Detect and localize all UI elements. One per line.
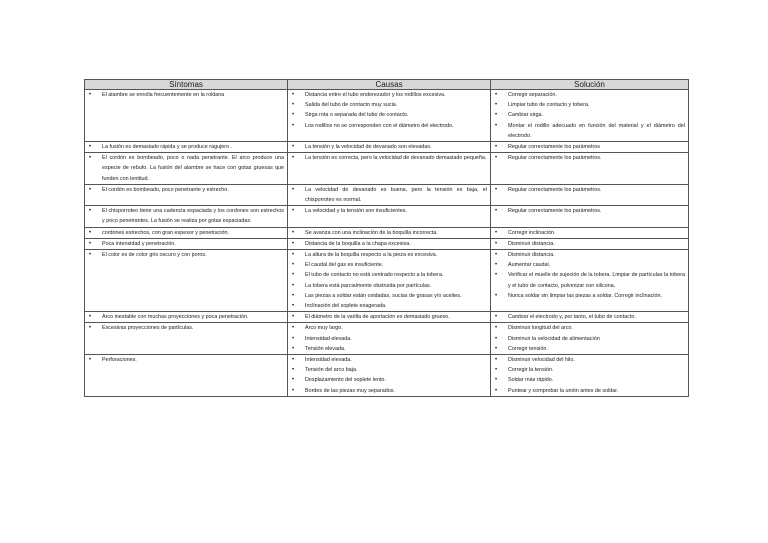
symptoms-cell [85, 153, 288, 185]
solution-list [491, 142, 685, 152]
solution-cell [491, 184, 689, 205]
list-item: • Verificar el muelle de sujeción de la tobera. Limpiar de partículas la tobera y el tubo de contacto, pulverizar con silicona. [491, 270, 685, 290]
list-item: • Montar el rodillo adecuado en función del material y el diámetro del electrodo. [491, 121, 685, 141]
list-item: • La velocidad de devanado es buena, pero la tensión es baja, el chisporroteo es normal. [288, 185, 487, 205]
table-body [85, 90, 689, 397]
causes-list [288, 312, 487, 322]
list-item: • Disminuir velocidad del hilo. [491, 355, 685, 365]
table-row [85, 206, 689, 227]
causes-cell [288, 312, 491, 323]
troubleshooting-table [84, 79, 689, 397]
list-item: • Disminuir distancia. [491, 250, 685, 260]
causes-list [288, 90, 487, 131]
list-item: • El cordón es bombeado, poco penetrante y estrecho. [85, 185, 284, 195]
causes-cell [288, 250, 491, 312]
causes-list [288, 185, 487, 205]
header-solution: Solución [491, 80, 689, 90]
list-item: • Cambiar sirga. [491, 110, 685, 120]
list-item: • La tensión y la velocidad de devanado son elevadas. [288, 142, 487, 152]
list-item: • Regular correctamente los parámetros [491, 142, 685, 152]
solution-list [491, 239, 685, 249]
causes-list [288, 355, 487, 396]
solution-list [491, 185, 685, 195]
solution-list [491, 323, 685, 354]
symptoms-cell [85, 90, 288, 142]
list-item: • Corregir separación. [491, 90, 685, 100]
symptoms-list [85, 90, 284, 100]
causes-cell [288, 323, 491, 355]
symptoms-list [85, 355, 284, 365]
causes-cell [288, 90, 491, 142]
list-item: • Disminuir la velocidad de alimentación [491, 334, 685, 344]
causes-list [288, 250, 487, 311]
list-item: • Salida del tubo de contacto muy sucia. [288, 100, 487, 110]
list-item: • Arco inestable con muchas proyecciones y poca penetración. [85, 312, 284, 322]
list-item: • El caudal del gas es insuficiente. [288, 260, 487, 270]
list-item: • El cordón es bombeado, poco o nada penetrante. El arco produce una especie de rebufo. La fusión del alambre se hace con gotas gruesas que funden con lentitud. [85, 153, 284, 184]
solution-list [491, 90, 685, 141]
list-item: • El tubo de contacto no está centrado respecto a la tobera. [288, 270, 487, 280]
table-row [85, 142, 689, 153]
list-item: • Arco muy largo. [288, 323, 487, 333]
causes-cell [288, 355, 491, 397]
list-item: • El diámetro de la varilla de aportación es demasiado grueso. [288, 312, 487, 322]
table-row [85, 312, 689, 323]
symptoms-list [85, 250, 284, 260]
list-item: • Perforaciones. [85, 355, 284, 365]
list-item: • Puntear y comprobar la unión antes de soldar. [491, 386, 685, 396]
symptoms-list [85, 239, 284, 249]
causes-cell [288, 206, 491, 227]
symptoms-cell [85, 250, 288, 312]
list-item: • Inclinación del soplete exagerada. [288, 301, 487, 311]
table-row [85, 184, 689, 205]
list-item: • Aumentar caudal. [491, 260, 685, 270]
solution-list [491, 312, 685, 322]
symptoms-cell [85, 206, 288, 227]
list-item: • Intensidad elevada. [288, 334, 487, 344]
solution-list [491, 355, 685, 396]
header-row [85, 80, 689, 90]
symptoms-cell [85, 238, 288, 249]
list-item: • Las piezas a soldar están oxidadas, sucias de grasas y/o aceites. [288, 291, 487, 301]
list-item: • Limpiar tubo de contacto y tobera. [491, 100, 685, 110]
list-item: • Se avanza con una inclinación de la boquilla incorrecta. [288, 228, 487, 238]
list-item: • Poca intensidad y penetración. [85, 239, 284, 249]
symptoms-list [85, 153, 284, 184]
symptoms-list [85, 206, 284, 226]
list-item: • Distancia entre el tubo enderezador y los rodillos excesiva. [288, 90, 487, 100]
list-item: • Regular correctamente los parámetros. [491, 206, 685, 216]
list-item: • Disminuir distancia. [491, 239, 685, 249]
symptoms-cell [85, 312, 288, 323]
table-row [85, 355, 689, 397]
causes-list [288, 142, 487, 152]
list-item: • El chisporroteo tiene una cadencia espaciada y los cordones son estrechos y poco penetrantes. La fusión se realiza por gotas espaciadas. [85, 206, 284, 226]
list-item: • Excesivas proyecciones de partículas. [85, 323, 284, 333]
list-item: • Intensidad elevada. [288, 355, 487, 365]
list-item: • Nunca soldar sin limpiar las piezas a soldar. Corregir inclinación. [491, 291, 685, 301]
causes-list [288, 153, 487, 163]
table-row [85, 238, 689, 249]
symptoms-list [85, 142, 284, 152]
list-item: • Desplazamiento del soplete lento. [288, 375, 487, 385]
table-row [85, 153, 689, 185]
list-item: • Corregir inclinación. [491, 228, 685, 238]
list-item: • Soldar más rápido. [491, 375, 685, 385]
causes-cell [288, 153, 491, 185]
list-item: • Tensión del arco baja. [288, 365, 487, 375]
causes-list [288, 323, 487, 354]
list-item: • La tensión es correcta, pero la velocidad de devanado demasiado pequeña. [288, 153, 487, 163]
list-item: • cordones estrechos, con gran espesor y penetración. [85, 228, 284, 238]
list-item: • La velocidad y la tensión son insuficientes. [288, 206, 487, 216]
list-item: • Regular correctamente los parámetros. [491, 153, 685, 163]
solution-list [491, 250, 685, 301]
list-item: • Corregir tensión. [491, 344, 685, 354]
list-item: • La tobera está parcialmente obstruida por partículas. [288, 281, 487, 291]
list-item: • La fusión es demasiado rápida y se produce ragujero . [85, 142, 284, 152]
table-row [85, 227, 689, 238]
symptoms-list [85, 312, 284, 322]
causes-cell [288, 238, 491, 249]
symptoms-cell [85, 355, 288, 397]
list-item: • El color es de color gris oscuro y con poros. [85, 250, 284, 260]
symptoms-cell [85, 142, 288, 153]
causes-cell [288, 142, 491, 153]
header-symptoms: Síntomas [85, 80, 288, 90]
list-item: • Disminuir longitud del arco. [491, 323, 685, 333]
table-row [85, 90, 689, 142]
solution-cell [491, 90, 689, 142]
list-item: • Sirga rota o separada del tubo de contacto. [288, 110, 487, 120]
list-item: • Cambiar el electrodo y, por tanto, el tubo de contacto. [491, 312, 685, 322]
symptoms-cell [85, 227, 288, 238]
list-item: • Tensión elevada. [288, 344, 487, 354]
symptoms-list [85, 323, 284, 333]
causes-list [288, 239, 487, 249]
causes-list [288, 206, 487, 216]
causes-cell [288, 184, 491, 205]
list-item: • El alambre se enrolla frecuentemente en la roldana [85, 90, 284, 100]
table-row [85, 250, 689, 312]
causes-cell [288, 227, 491, 238]
solution-cell [491, 250, 689, 312]
causes-list [288, 228, 487, 238]
header-causes: Causas [288, 80, 491, 90]
symptoms-cell [85, 184, 288, 205]
solution-cell [491, 312, 689, 323]
list-item: • Distancia de la boquilla a la chapa excesiva. [288, 239, 487, 249]
solution-cell [491, 355, 689, 397]
solution-cell [491, 153, 689, 185]
symptoms-list [85, 185, 284, 195]
list-item: • Bordes de las piezas muy separados. [288, 386, 487, 396]
list-item: • Corregir la tensión. [491, 365, 685, 375]
solution-list [491, 206, 685, 216]
symptoms-cell [85, 323, 288, 355]
list-item: • Regular correctamente los parámetros. [491, 185, 685, 195]
list-item: • Los rodillos no se corresponden con el diámetro del electrodo. [288, 121, 487, 131]
solution-cell [491, 206, 689, 227]
solution-cell [491, 238, 689, 249]
table-row [85, 323, 689, 355]
symptoms-list [85, 228, 284, 238]
solution-list [491, 228, 685, 238]
solution-cell [491, 227, 689, 238]
list-item: • La altura de la boquilla respecto a la pieza es excesiva. [288, 250, 487, 260]
solution-cell [491, 323, 689, 355]
solution-list [491, 153, 685, 163]
solution-cell [491, 142, 689, 153]
